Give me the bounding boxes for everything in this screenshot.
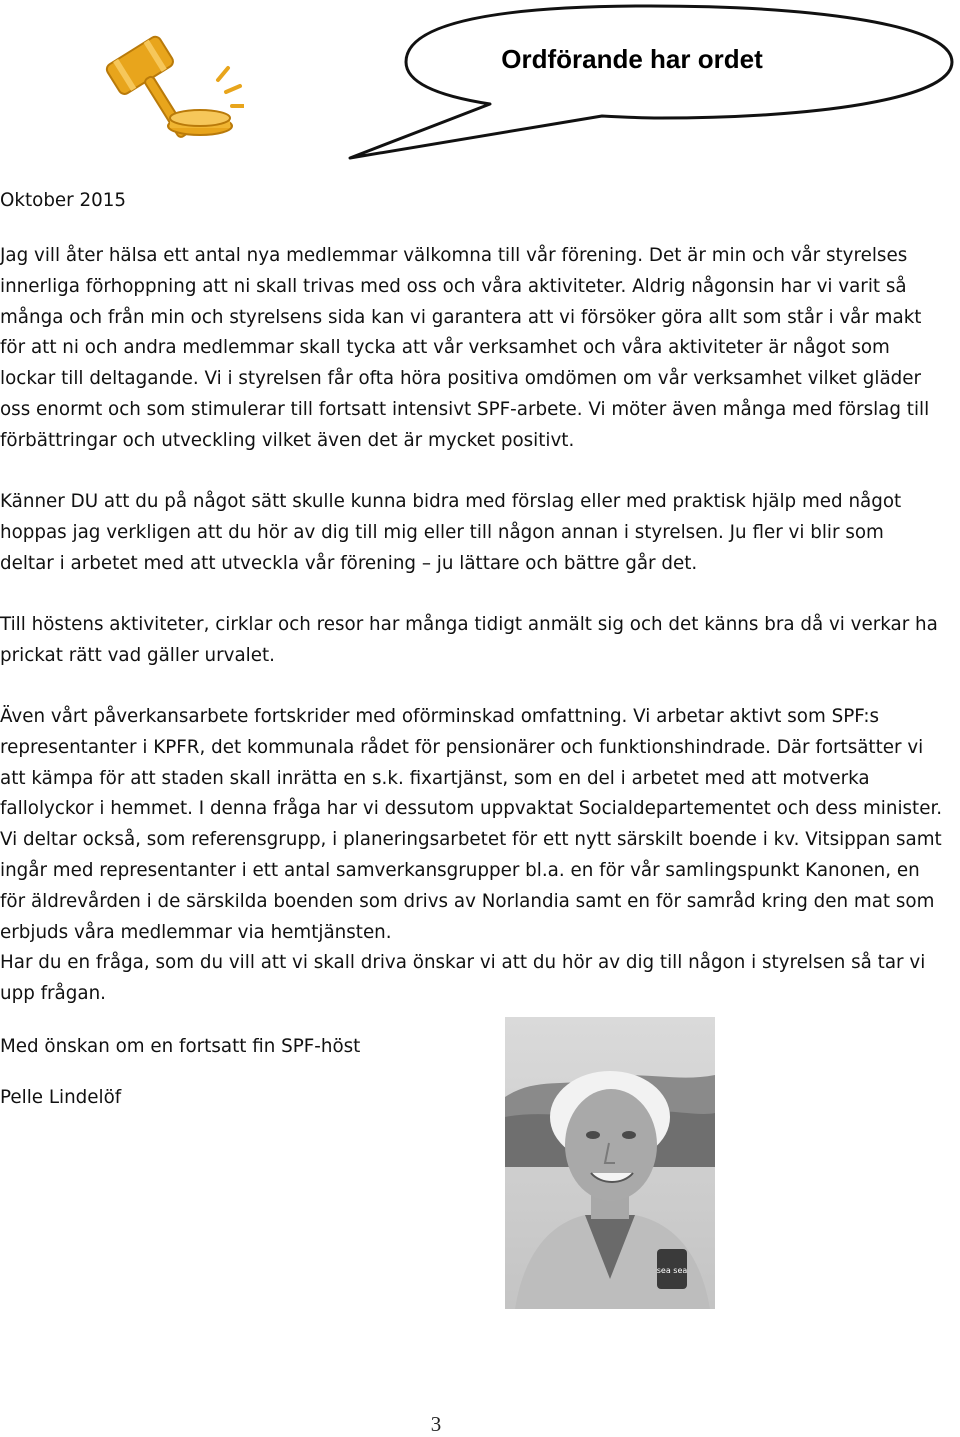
page-title: Ordförande har ordet <box>501 44 763 74</box>
page-number: 3 <box>430 1412 442 1436</box>
gavel-icon <box>92 22 244 146</box>
portrait-photo <box>505 1017 715 1309</box>
letter-date: Oktober 2015 <box>0 190 127 211</box>
paragraph-welcome: Jag vill åter hälsa ett antal nya medlemmar välkomna till vår förening. Det är min och vår styrelses innerliga förhoppning att ni skall trivas med oss och våra aktiviteter. Aldrig någonsin har vi varit så många och från min och styrelsens sida kan vi garantera att vi försöker göra allt som står i vår makt för att ni och andra medlemmar skall tycka att vår verksamhet och våra aktiviteter är något som lockar till deltagande. Vi i styrelsen får ofta höra positiva omdömen om vår verksamhet vilket gläder oss enormt och som stimulerar till fortsatt intensivt SPF-arbete. Vi möter även många med förslag till förbättringar och utveckling vilket även det är mycket positivt. <box>0 245 930 451</box>
speech-bubble <box>340 0 960 165</box>
paragraph-activities: Till höstens aktiviteter, cirklar och resor har många tidigt anmält sig och det känns bra då vi verkar ha prickat rätt vad gäller urvalet. <box>0 614 938 666</box>
paragraph-advocacy: Även vårt påverkansarbete fortskrider med oförminskad omfattning. Vi arbetar aktivt som SPF:s representanter i KPFR, det kommunala rådet för pensionärer och funktionshindrade. Där fortsätter vi att kämpa för att staden skall inrätta en s.k. fixartjänst, som en del i arbetet med att motverka fallolyckor i hemmet. I denna fråga har vi dessutom uppvaktat Socialdepartementet och dess minister. Vi deltar också, som referensgrupp, i planeringsarbetet för ett nytt särskilt boende i kv. Vitsippan samt ingår med representanter i ett antal samverkansgrupper bl.a. en för vår samlingspunkt Kanonen, en för äldrevården i de särskilda boenden som drivs av Norlandia samt en för samråd kring den mat som erbjuds våra medlemmar via hemtjänsten. Har du en fråga, som du vill att vi skall driva önskar vi att du hör av dig till någon i styrelsen så tar vi upp frågan. <box>0 706 943 1005</box>
closing-line: Med önskan om en fortsatt fin SPF-höst <box>0 1036 361 1057</box>
signature: Pelle Lindelöf <box>0 1087 122 1108</box>
vest-logo: sea sea <box>656 1266 688 1275</box>
paragraph-contribute: Känner DU att du på något sätt skulle kunna bidra med förslag eller med praktisk hjälp med något hoppas jag verkligen att du hör av dig till mig eller till någon annan i styrelsen. Ju fler vi blir som deltar i arbetet med att utveckla vår förening – ju lättare och bättre går det. <box>0 491 902 574</box>
